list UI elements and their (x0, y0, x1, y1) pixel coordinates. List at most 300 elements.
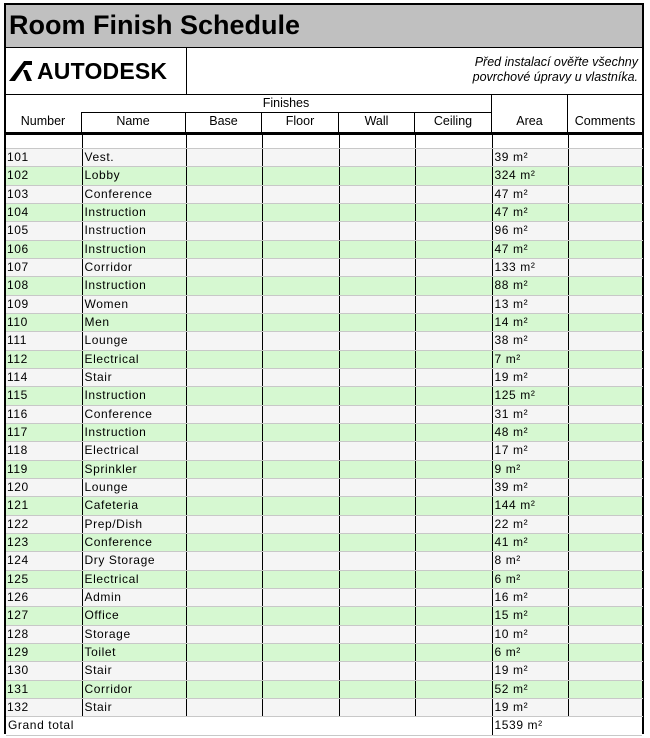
comments-cell (568, 423, 642, 441)
logo-row (6, 48, 642, 95)
comments-cell (568, 222, 642, 240)
comments-cell (568, 368, 642, 386)
finish-base-cell (186, 552, 262, 570)
room-name: Storage (82, 625, 186, 643)
room-area: 13 m² (492, 295, 568, 313)
room-number: 101 (6, 149, 82, 167)
finish-wall-cell (339, 680, 415, 698)
room-number: 122 (6, 515, 82, 533)
table-row (6, 607, 642, 625)
finish-floor-cell (262, 607, 339, 625)
room-number: 118 (6, 442, 82, 460)
table-row (6, 588, 642, 606)
header-ceiling: Ceiling (433, 114, 473, 128)
schedule-table (6, 135, 643, 736)
finish-base-cell (186, 423, 262, 441)
room-number: 106 (6, 240, 82, 258)
finish-base-cell (186, 698, 262, 716)
table-row (6, 313, 642, 331)
finish-wall-cell (339, 607, 415, 625)
room-name: Men (82, 313, 186, 331)
table-row (6, 478, 642, 496)
table-row (6, 240, 642, 258)
finish-ceiling-cell (415, 698, 492, 716)
finish-ceiling-cell (415, 295, 492, 313)
room-name: Lobby (82, 167, 186, 185)
room-number: 131 (6, 680, 82, 698)
room-area: 19 m² (492, 698, 568, 716)
finish-base-cell (186, 607, 262, 625)
room-name: Office (82, 607, 186, 625)
finish-ceiling-cell (415, 497, 492, 515)
room-area: 133 m² (492, 258, 568, 276)
finish-ceiling-cell (415, 350, 492, 368)
comments-cell (568, 515, 642, 533)
room-area: 10 m² (492, 625, 568, 643)
header-base: Base (209, 114, 238, 128)
table-row (6, 350, 642, 368)
finish-base-cell (186, 515, 262, 533)
comments-cell (568, 662, 642, 680)
finish-base-cell (186, 149, 262, 167)
spacer-cell (262, 135, 339, 149)
finish-ceiling-cell (415, 387, 492, 405)
finish-base-cell (186, 533, 262, 551)
room-area: 15 m² (492, 607, 568, 625)
header-name: Name (116, 114, 150, 128)
spacer-cell (339, 135, 415, 149)
room-area: 31 m² (492, 405, 568, 423)
schedule-title: Room Finish Schedule (9, 10, 301, 40)
finish-floor-cell (262, 570, 339, 588)
room-area: 47 m² (492, 203, 568, 221)
room-area: 38 m² (492, 332, 568, 350)
room-number: 115 (6, 387, 82, 405)
finish-ceiling-cell (415, 405, 492, 423)
table-row (6, 295, 642, 313)
room-area: 144 m² (492, 497, 568, 515)
room-area: 14 m² (492, 313, 568, 331)
header-floor: Floor (285, 114, 315, 128)
comments-cell (568, 588, 642, 606)
room-area: 52 m² (492, 680, 568, 698)
spacer-cell (82, 135, 186, 149)
finish-ceiling-cell (415, 478, 492, 496)
table-row (6, 258, 642, 276)
header-wall: Wall (364, 114, 389, 128)
finish-base-cell (186, 222, 262, 240)
grand-total-area: 1539 m² (492, 717, 568, 735)
room-area: 22 m² (492, 515, 568, 533)
logo-divider (186, 48, 187, 94)
finish-ceiling-cell (415, 258, 492, 276)
finish-floor-cell (262, 222, 339, 240)
owner-note-line1: Před instalací ověřte všechny (474, 55, 638, 69)
finish-ceiling-cell (415, 625, 492, 643)
room-name: Instruction (82, 387, 186, 405)
table-row (6, 552, 642, 570)
comments-cell (568, 258, 642, 276)
finish-floor-cell (262, 277, 339, 295)
finish-wall-cell (339, 405, 415, 423)
brand-wordmark: AUTODESK (37, 58, 168, 84)
room-area: 9 m² (492, 460, 568, 478)
room-name: Vest. (82, 149, 186, 167)
room-name: Toilet (82, 643, 186, 661)
finish-base-cell (186, 167, 262, 185)
room-area: 88 m² (492, 277, 568, 295)
room-area: 6 m² (492, 643, 568, 661)
room-name: Instruction (82, 203, 186, 221)
finish-wall-cell (339, 222, 415, 240)
comments-cell (568, 149, 642, 167)
finish-wall-cell (339, 460, 415, 478)
header-rule (185, 112, 186, 132)
room-area: 16 m² (492, 588, 568, 606)
finish-base-cell (186, 405, 262, 423)
finish-ceiling-cell (415, 662, 492, 680)
table-row (6, 625, 642, 643)
finish-ceiling-cell (415, 203, 492, 221)
finish-ceiling-cell (415, 515, 492, 533)
room-number: 124 (6, 552, 82, 570)
finish-wall-cell (339, 533, 415, 551)
room-number: 103 (6, 185, 82, 203)
finish-wall-cell (339, 698, 415, 716)
comments-cell (568, 680, 642, 698)
comments-cell (568, 698, 642, 716)
room-number: 130 (6, 662, 82, 680)
finish-wall-cell (339, 368, 415, 386)
finish-ceiling-cell (415, 442, 492, 460)
room-area: 324 m² (492, 167, 568, 185)
finish-base-cell (186, 387, 262, 405)
finish-floor-cell (262, 515, 339, 533)
table-row (6, 570, 642, 588)
room-name: Stair (82, 662, 186, 680)
comments-cell (568, 332, 642, 350)
room-name: Instruction (82, 277, 186, 295)
finish-base-cell (186, 350, 262, 368)
table-row (6, 460, 642, 478)
finish-wall-cell (339, 185, 415, 203)
room-number: 105 (6, 222, 82, 240)
finish-wall-cell (339, 478, 415, 496)
finish-ceiling-cell (415, 588, 492, 606)
header-rule (567, 94, 568, 132)
finish-ceiling-cell (415, 533, 492, 551)
room-number: 120 (6, 478, 82, 496)
finish-base-cell (186, 588, 262, 606)
finish-base-cell (186, 277, 262, 295)
finish-floor-cell (262, 588, 339, 606)
table-row (6, 533, 642, 551)
finish-floor-cell (262, 460, 339, 478)
finish-floor-cell (262, 478, 339, 496)
finish-wall-cell (339, 149, 415, 167)
finish-wall-cell (339, 295, 415, 313)
finish-floor-cell (262, 313, 339, 331)
finish-floor-cell (262, 423, 339, 441)
finish-ceiling-cell (415, 149, 492, 167)
room-name: Sprinkler (82, 460, 186, 478)
spacer-row (6, 135, 642, 149)
finish-base-cell (186, 625, 262, 643)
room-name: Lounge (82, 478, 186, 496)
spacer-cell (492, 135, 568, 149)
header-finishes: Finishes (262, 96, 310, 110)
comments-cell (568, 460, 642, 478)
comments-cell (568, 533, 642, 551)
finish-wall-cell (339, 643, 415, 661)
room-name: Electrical (82, 570, 186, 588)
finish-base-cell (186, 313, 262, 331)
room-area: 125 m² (492, 387, 568, 405)
finish-ceiling-cell (415, 368, 492, 386)
room-name: Lounge (82, 332, 186, 350)
finish-ceiling-cell (415, 460, 492, 478)
finish-wall-cell (339, 552, 415, 570)
finish-floor-cell (262, 533, 339, 551)
finish-base-cell (186, 570, 262, 588)
room-number: 128 (6, 625, 82, 643)
header-rule (261, 112, 262, 132)
table-row (6, 515, 642, 533)
table-row (6, 423, 642, 441)
comments-cell (568, 167, 642, 185)
room-area: 8 m² (492, 552, 568, 570)
header-number: Number (20, 114, 66, 128)
finish-ceiling-cell (415, 423, 492, 441)
table-row (6, 442, 642, 460)
finish-ceiling-cell (415, 185, 492, 203)
room-name: Corridor (82, 258, 186, 276)
spacer-cell (568, 135, 642, 149)
comments-cell (568, 295, 642, 313)
finish-floor-cell (262, 368, 339, 386)
room-number: 114 (6, 368, 82, 386)
finish-ceiling-cell (415, 570, 492, 588)
room-number: 109 (6, 295, 82, 313)
room-name: Conference (82, 533, 186, 551)
room-area: 39 m² (492, 478, 568, 496)
owner-note-line2: povrchové úpravy u vlastníka. (472, 70, 638, 84)
header-divider (81, 112, 491, 113)
room-number: 108 (6, 277, 82, 295)
room-name: Instruction (82, 423, 186, 441)
finish-wall-cell (339, 277, 415, 295)
finish-base-cell (186, 258, 262, 276)
finish-ceiling-cell (415, 607, 492, 625)
room-number: 132 (6, 698, 82, 716)
table-row (6, 277, 642, 295)
comments-cell (568, 552, 642, 570)
comments-cell (568, 277, 642, 295)
finish-floor-cell (262, 295, 339, 313)
comments-cell (568, 203, 642, 221)
room-area: 39 m² (492, 149, 568, 167)
autodesk-a-icon (9, 61, 33, 81)
finish-ceiling-cell (415, 552, 492, 570)
comments-cell (568, 405, 642, 423)
room-area: 19 m² (492, 368, 568, 386)
schedule-rows (6, 135, 642, 735)
finish-wall-cell (339, 203, 415, 221)
finish-wall-cell (339, 515, 415, 533)
grand-total-label: Grand total (6, 717, 492, 735)
finish-base-cell (186, 185, 262, 203)
room-number: 112 (6, 350, 82, 368)
finish-floor-cell (262, 167, 339, 185)
table-row (6, 387, 642, 405)
room-area: 48 m² (492, 423, 568, 441)
finish-floor-cell (262, 350, 339, 368)
finish-wall-cell (339, 570, 415, 588)
schedule-sheet (4, 3, 644, 734)
comments-cell (568, 442, 642, 460)
table-row (6, 680, 642, 698)
finish-wall-cell (339, 313, 415, 331)
finish-wall-cell (339, 387, 415, 405)
finish-wall-cell (339, 350, 415, 368)
room-name: Admin (82, 588, 186, 606)
room-name: Women (82, 295, 186, 313)
finish-floor-cell (262, 149, 339, 167)
finish-floor-cell (262, 240, 339, 258)
table-row (6, 368, 642, 386)
finish-floor-cell (262, 662, 339, 680)
table-row (6, 167, 642, 185)
room-number: 129 (6, 643, 82, 661)
room-area: 96 m² (492, 222, 568, 240)
finish-ceiling-cell (415, 167, 492, 185)
finish-wall-cell (339, 497, 415, 515)
room-name: Dry Storage (82, 552, 186, 570)
finish-wall-cell (339, 662, 415, 680)
room-number: 116 (6, 405, 82, 423)
header-rule (81, 112, 82, 132)
finish-base-cell (186, 442, 262, 460)
comments-cell (568, 185, 642, 203)
finish-ceiling-cell (415, 313, 492, 331)
header-area: Area (516, 114, 543, 128)
comments-cell (568, 625, 642, 643)
comments-cell (568, 478, 642, 496)
room-area: 17 m² (492, 442, 568, 460)
finish-wall-cell (339, 625, 415, 643)
room-number: 104 (6, 203, 82, 221)
spacer-cell (6, 135, 82, 149)
room-number: 119 (6, 460, 82, 478)
room-name: Corridor (82, 680, 186, 698)
finish-wall-cell (339, 167, 415, 185)
room-number: 102 (6, 167, 82, 185)
finish-base-cell (186, 203, 262, 221)
finish-floor-cell (262, 698, 339, 716)
room-name: Stair (82, 698, 186, 716)
room-number: 110 (6, 313, 82, 331)
room-name: Instruction (82, 240, 186, 258)
room-number: 117 (6, 423, 82, 441)
finish-wall-cell (339, 240, 415, 258)
finish-wall-cell (339, 442, 415, 460)
comments-cell (568, 387, 642, 405)
room-number: 107 (6, 258, 82, 276)
table-row (6, 643, 642, 661)
finish-base-cell (186, 662, 262, 680)
finish-floor-cell (262, 680, 339, 698)
finish-floor-cell (262, 643, 339, 661)
finish-base-cell (186, 368, 262, 386)
finish-ceiling-cell (415, 680, 492, 698)
finish-wall-cell (339, 258, 415, 276)
room-area: 19 m² (492, 662, 568, 680)
finish-base-cell (186, 497, 262, 515)
room-area: 41 m² (492, 533, 568, 551)
finish-floor-cell (262, 258, 339, 276)
finish-floor-cell (262, 497, 339, 515)
finish-ceiling-cell (415, 277, 492, 295)
room-number: 111 (6, 332, 82, 350)
finish-floor-cell (262, 442, 339, 460)
comments-cell (568, 350, 642, 368)
comments-cell (568, 607, 642, 625)
room-number: 121 (6, 497, 82, 515)
finish-floor-cell (262, 405, 339, 423)
room-name: Instruction (82, 222, 186, 240)
room-number: 126 (6, 588, 82, 606)
finish-wall-cell (339, 423, 415, 441)
table-row (6, 185, 642, 203)
finish-base-cell (186, 478, 262, 496)
finish-base-cell (186, 240, 262, 258)
owner-note (208, 55, 638, 85)
finish-base-cell (186, 460, 262, 478)
room-number: 123 (6, 533, 82, 551)
finish-floor-cell (262, 332, 339, 350)
finish-base-cell (186, 643, 262, 661)
room-area: 7 m² (492, 350, 568, 368)
room-name: Conference (82, 405, 186, 423)
table-row (6, 203, 642, 221)
room-area: 47 m² (492, 240, 568, 258)
room-name: Conference (82, 185, 186, 203)
comments-cell (568, 313, 642, 331)
finish-base-cell (186, 295, 262, 313)
title-bar (6, 5, 642, 48)
comments-cell (568, 497, 642, 515)
column-header (6, 94, 642, 135)
room-number: 127 (6, 607, 82, 625)
table-row (6, 698, 642, 716)
room-name: Prep/Dish (82, 515, 186, 533)
room-name: Stair (82, 368, 186, 386)
header-rule (414, 112, 415, 132)
finish-wall-cell (339, 332, 415, 350)
finish-base-cell (186, 680, 262, 698)
comments-cell (568, 643, 642, 661)
finish-floor-cell (262, 387, 339, 405)
table-row (6, 149, 642, 167)
header-rule (338, 112, 339, 132)
finish-floor-cell (262, 203, 339, 221)
table-row (6, 497, 642, 515)
finish-floor-cell (262, 185, 339, 203)
finish-ceiling-cell (415, 222, 492, 240)
table-row (6, 662, 642, 680)
room-name: Cafeteria (82, 497, 186, 515)
finish-ceiling-cell (415, 643, 492, 661)
